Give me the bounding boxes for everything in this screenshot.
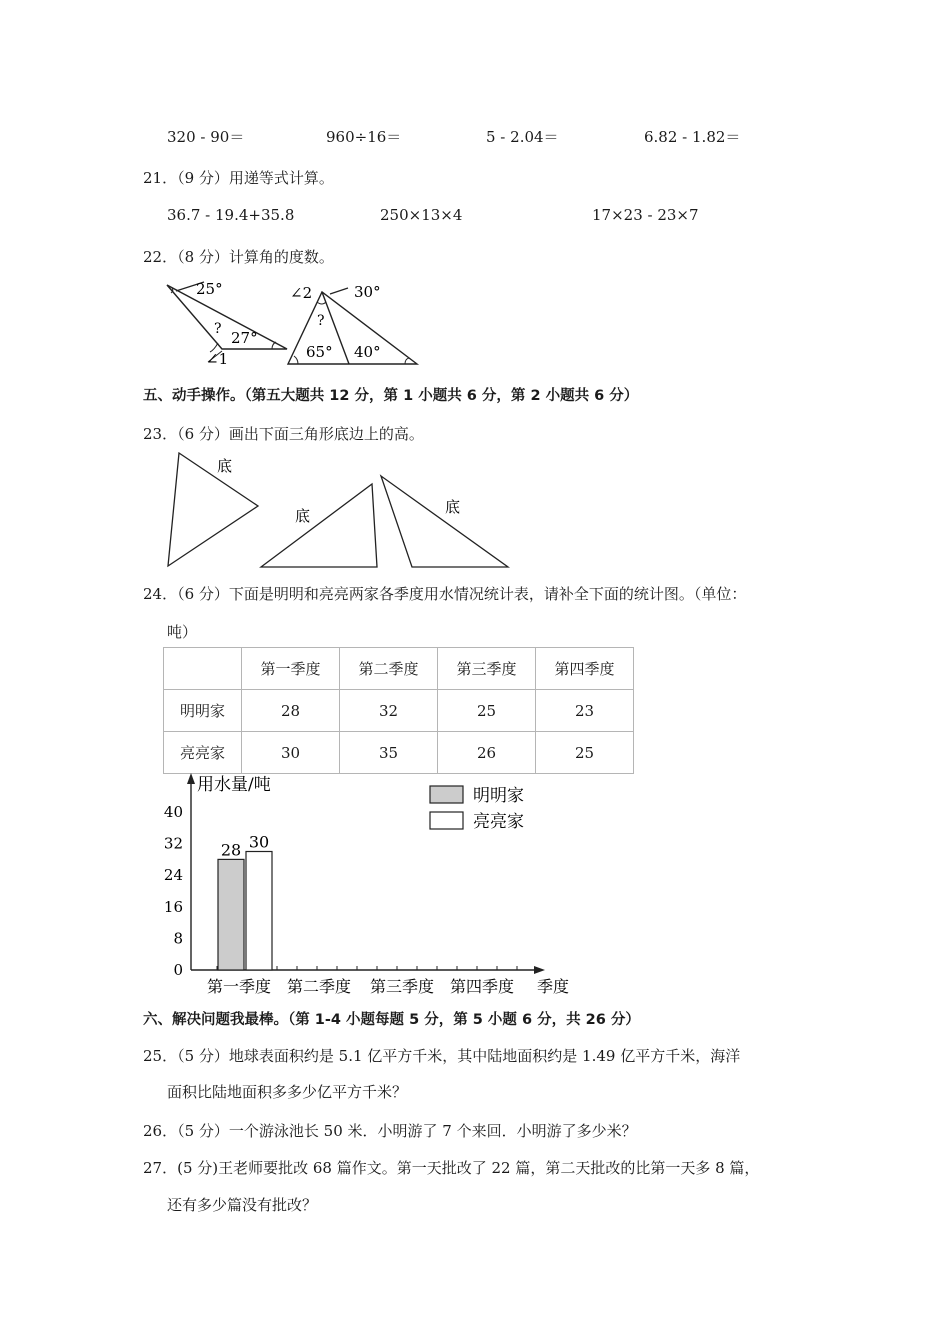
fig2-angle-2: ∠2 <box>290 284 313 302</box>
table-header-row <box>164 648 634 690</box>
q24-title-line1: 24．（6 分）下面是明明和亮亮两家各季度用水情况统计表，请补全下面的统计图。（单位： <box>143 585 747 603</box>
q21-item-3: 17×23 - 23×7 <box>592 206 699 224</box>
q20-expr-3: 5 - 2.04＝ <box>486 128 559 146</box>
y-tick-label: 24 <box>163 866 183 885</box>
legend-label: 亮亮家 <box>473 812 524 832</box>
chart-legend <box>430 786 524 832</box>
table-cell: 25 <box>438 690 536 732</box>
table-row <box>164 690 634 732</box>
bar-data-label: 28 <box>220 840 242 860</box>
fig1-angle-25: 25° <box>196 280 223 298</box>
triangle-figure-1 <box>167 280 287 368</box>
q20-expr-1: 320 - 90＝ <box>167 128 245 146</box>
table-cell: 25 <box>536 732 634 774</box>
angle-figures <box>160 278 430 373</box>
base-triangles <box>160 450 520 570</box>
table-cell: 23 <box>536 690 634 732</box>
fig2-angle-65: 65° <box>306 343 333 361</box>
q22-title: 22．（8 分）计算角的度数。 <box>143 248 334 266</box>
y-axis-title: 用水量/吨 <box>197 775 271 795</box>
section-5-heading: 五、动手操作。（第五大题共 12 分，第 1 小题共 6 分，第 2 小题共 6 分） <box>143 388 639 404</box>
x-category-label: 第一季度 <box>206 977 272 996</box>
table-cell: 35 <box>340 732 438 774</box>
q20-expr-2: 960÷16＝ <box>326 128 402 146</box>
fig1-angle-1: ∠1 <box>206 350 229 368</box>
bar-亮亮家 <box>246 852 272 971</box>
table-header-cell: 第二季度 <box>340 648 438 690</box>
q25-line1: 25．（5 分）地球表面积约是 5.1 亿平方千米，其中陆地面积约是 1.49 亿平方千米，海洋 <box>143 1047 741 1065</box>
chart-bars <box>218 833 272 971</box>
fig2-angle-40: 40° <box>354 343 381 361</box>
y-tick-label: 8 <box>173 929 183 948</box>
q24-title-line2: 吨） <box>167 623 198 641</box>
q21-item-1: 36.7 - 19.4+35.8 <box>167 206 295 224</box>
table-cell: 30 <box>242 732 340 774</box>
x-category-label: 第二季度 <box>286 977 352 996</box>
table-cell: 28 <box>242 690 340 732</box>
y-tick-label: 0 <box>173 961 183 979</box>
table-header-cell: 第一季度 <box>242 648 340 690</box>
table-header-cell: 第三季度 <box>438 648 536 690</box>
section-6-heading: 六、解决问题我最棒。（第 1-4 小题每题 5 分，第 5 小题 6 分，共 26 分） <box>143 1012 640 1028</box>
table-cell: 26 <box>438 732 536 774</box>
water-usage-table <box>163 647 634 774</box>
fig2-angle-30: 30° <box>354 283 381 301</box>
q27-line1: 27．(5 分)王老师要批改 68 篇作文。第一天批改了 22 篇，第二天批改的比第一天多 8 篇， <box>143 1159 760 1177</box>
fig1-question: ? <box>214 321 222 337</box>
bar-明明家 <box>218 859 244 970</box>
table-header-cell: 第四季度 <box>536 648 634 690</box>
triangle-b <box>261 484 377 567</box>
base-label-c: 底 <box>445 498 461 516</box>
triangle-figure-2 <box>288 283 417 364</box>
q27-line2: 还有多少篇没有批改？ <box>167 1196 318 1214</box>
water-usage-bar-chart <box>155 770 595 1002</box>
y-axis-arrow <box>187 773 195 784</box>
table-header-cell <box>164 648 242 690</box>
q20-expr-4: 6.82 - 1.82＝ <box>644 128 741 146</box>
q25-line2: 面积比陆地面积多多少亿平方千米？ <box>167 1083 408 1101</box>
q21-title: 21．（9 分）用递等式计算。 <box>143 169 334 187</box>
y-tick-label: 16 <box>163 897 183 916</box>
bar-data-label: 30 <box>248 832 270 852</box>
q21-item-2: 250×13×4 <box>380 206 463 224</box>
triangle-a <box>168 453 258 566</box>
table-row <box>164 732 634 774</box>
fig1-angle-27: 27° <box>231 329 258 347</box>
base-label-b: 底 <box>295 507 311 525</box>
base-label-a: 底 <box>217 457 233 475</box>
q26-text: 26．（5 分）一个游泳池长 50 米．小明游了 7 个来回．小明游了多少米？ <box>143 1122 637 1140</box>
x-axis-title: 季度 <box>536 977 570 996</box>
x-category-label: 第四季度 <box>449 977 515 996</box>
fig2-question: ? <box>317 313 325 329</box>
table-cell: 明明家 <box>164 690 242 732</box>
table-cell: 32 <box>340 690 438 732</box>
legend-label: 明明家 <box>473 786 524 806</box>
triangle-c <box>381 476 508 567</box>
legend-swatch <box>430 812 463 829</box>
y-tick-label: 32 <box>163 834 183 853</box>
table-cell: 亮亮家 <box>164 732 242 774</box>
y-tick-label: 40 <box>163 803 183 821</box>
legend-swatch <box>430 786 463 803</box>
x-axis-arrow <box>534 966 545 974</box>
x-category-label: 第三季度 <box>369 977 435 996</box>
q23-title: 23．（6 分）画出下面三角形底边上的高。 <box>143 425 424 443</box>
